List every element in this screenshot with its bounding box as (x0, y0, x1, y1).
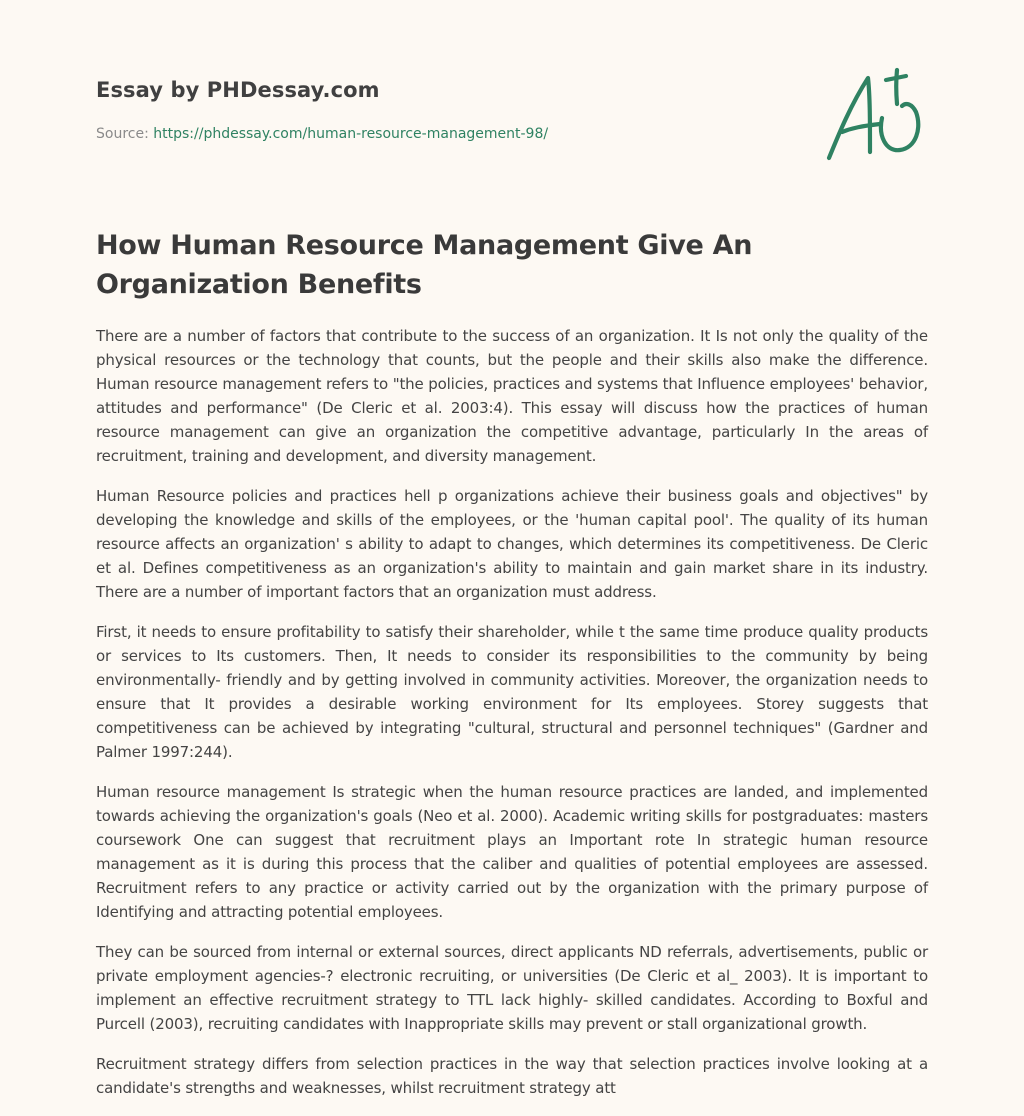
source-label: Source: (96, 126, 154, 142)
essay-paragraph: Human Resource policies and practices hell p organizations achieve their business goals and objectives" by developing the knowledge and skills of the employees, or the 'human capital pool'. The quality of its human resource affects an organization' s ability to adapt to changes, which determines its competitiveness. De Cleric et al. Defines competitiveness as an organization's ability to maintain and gain market share in its industry. There are a number of important factors that an organization must address. (96, 487, 928, 601)
essay-paragraph: First, it needs to ensure profitability to satisfy their shareholder, while t the same time produce quality products or services to Its customers. Then, It needs to consider its responsibilities to the community by being environmentally- friendly and by getting involved in community activities. Moreover, the organization needs to ensure that It provides a desirable working environment for Its employees. Storey suggests that competitiveness can be achieved by integrating "cultural, structural and personnel techniques" (Gardner and Palmer 1997:244). (96, 623, 928, 761)
essay-paragraph: There are a number of factors that contribute to the success of an organization. It Is not only the quality of the physical resources or the technology that counts, but the people and their skills also make the difference. Human resource management refers to "the policies, practices and systems that Influence employees' behavior, attitudes and performance" (De Cleric et al. 2003:4). This essay will discuss how the practices of human resource management can give an organization the competitive advantage, particularly In the areas of recruitment, training and development, and diversity management. (96, 327, 928, 465)
essay-paragraph: They can be sourced from internal or external sources, direct applicants ND referrals, advertisements, public or private employment agencies-? electronic recruiting, or universities (De Cleric et al_ 2003). It is important to implement an effective recruitment strategy to TTL lack highly- skilled candidates. According to Boxful and Purcell (2003), recruiting candidates with Inappropriate skills may prevent or stall organizational growth. (96, 943, 928, 1033)
essay-paragraph: Human resource management Is strategic when the human resource practices are landed, and implemented towards achieving the organization's goals (Neo et al. 2000). Academic writing skills for postgraduates: masters coursework One can suggest that recruitment plays an Important rote In strategic human resource management as it is during this process that the caliber and qualities of potential employees are assessed. Recruitment refers to any practice or activity carried out by the organization with the primary purpose of Identifying and attracting potential employees. (96, 783, 928, 921)
page-header (96, 76, 796, 143)
a-plus-grade-icon (820, 66, 930, 166)
essay-title: How Human Resource Management Give An Organization Benefits (96, 230, 753, 300)
essay-paragraph: Recruitment strategy differs from selection practices in the way that selection practices involve looking at a candidate's strengths and weaknesses, whilst recruitment strategy att (96, 1055, 928, 1097)
source-link[interactable]: https://phdessay.com/human-resource-management-98/ (153, 126, 549, 142)
essay-body (96, 324, 928, 1116)
site-brand: Essay by PHDessay.com (96, 78, 380, 102)
source-line (96, 125, 796, 143)
